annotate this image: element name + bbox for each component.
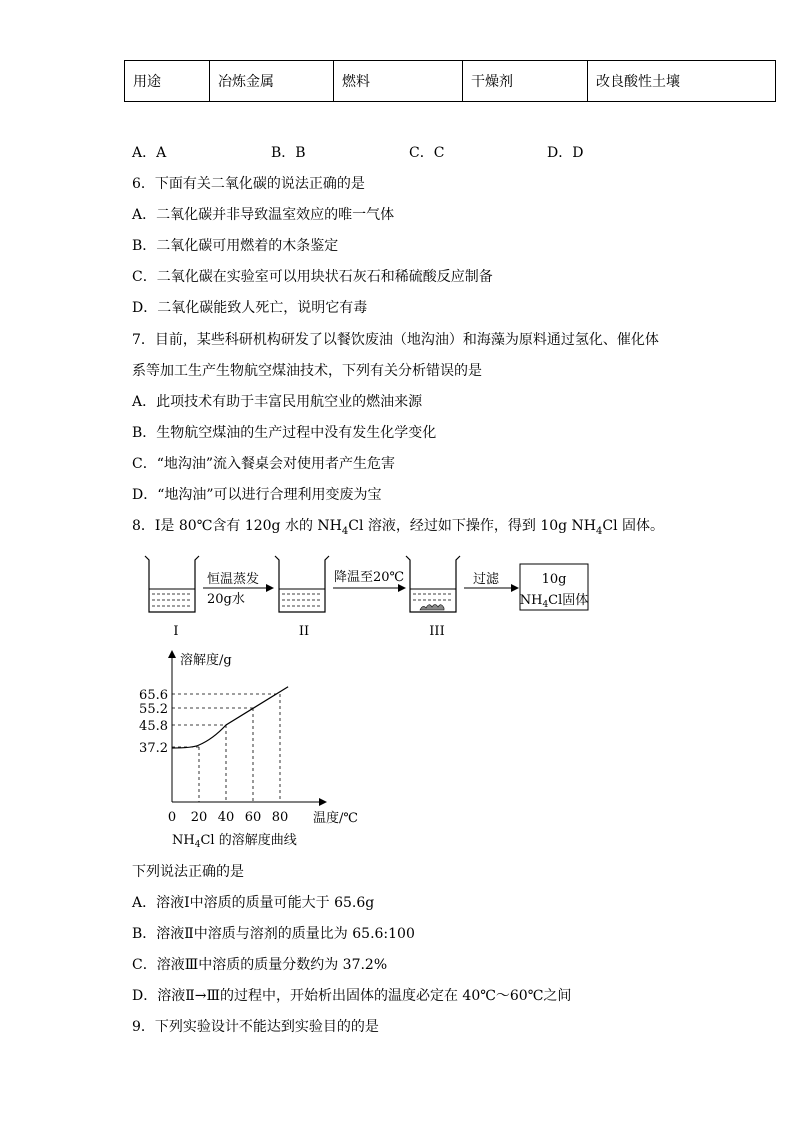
step1-top-label: 恒温蒸发 [207, 572, 260, 587]
chart-caption-post: Cl 的溶解度曲线 [200, 833, 297, 848]
beaker-iii [406, 556, 460, 612]
solubility-chart [132, 645, 372, 855]
usage-table [124, 60, 776, 102]
q8-stem-post: Cl 固体。 [602, 518, 665, 534]
process-flow-diagram [140, 550, 600, 645]
q8-stem-sub1: 4 [341, 525, 349, 537]
x-tick-label: 60 [244, 810, 262, 825]
beaker-label-iii: III [429, 624, 445, 639]
beaker-label-ii: II [298, 624, 310, 639]
table-cell: 用途 [125, 61, 210, 102]
step1-bottom-label: 20g水 [207, 592, 245, 607]
x-tick-label: 0 [167, 810, 177, 825]
q7-stem-line1: 7．目前，某些科研机构研发了以餐饮废油（地沟油）和海藻为原料通过氢化、催化体 [132, 332, 659, 348]
q7-option-b: B．生物航空煤油的生产过程中没有发生化学变化 [132, 425, 437, 441]
y-tick-label: 65.6 [139, 688, 168, 703]
step2-label: 降温至20℃ [334, 570, 405, 585]
chart-caption [172, 832, 297, 850]
beaker-i [145, 556, 199, 612]
q6-option-c: C．二氧化碳在实验室可以用块状石灰石和稀硫酸反应制备 [132, 269, 493, 285]
q8-option-b: B．溶液Ⅱ中溶质与溶剂的质量比为 65.6:100 [132, 926, 415, 942]
q5-option-c: C．C [409, 145, 445, 161]
q7-stem-line2: 系等加工生产生物航空煤油技术，下列有关分析错误的是 [132, 363, 482, 379]
result-bottom-label [520, 592, 589, 610]
beaker-label-i: I [173, 624, 179, 639]
q5-option-b: B．B [271, 145, 306, 161]
q8-option-c: C．溶液Ⅲ中溶质的质量分数约为 37.2% [132, 957, 388, 973]
q7-option-d: D．“地沟油”可以进行合理利用变废为宝 [132, 487, 382, 503]
chart-caption-pre: NH [172, 833, 195, 848]
result-bottom-pre: NH [519, 593, 543, 608]
x-tick-label: 20 [190, 810, 208, 825]
y-tick-label: 55.2 [139, 702, 168, 717]
result-bottom-post: Cl固体 [548, 593, 589, 608]
chart-caption-sub: 4 [194, 840, 201, 850]
q8-option-a: A．溶液Ⅰ中溶质的质量可能大于 65.6g [132, 895, 375, 911]
q8-stem-sub2: 4 [596, 525, 603, 537]
table-cell: 干燥剂 [463, 61, 588, 102]
q8-option-d: D．溶液Ⅱ→Ⅲ的过程中，开始析出固体的温度必定在 40℃～60℃之间 [132, 988, 572, 1004]
q6-option-d: D．二氧化碳能致人死亡，说明它有毒 [132, 300, 368, 316]
x-tick-label: 80 [271, 810, 289, 825]
q6-option-a: A．二氧化碳并非导致温室效应的唯一气体 [132, 207, 395, 223]
result-top-label: 10g [541, 572, 567, 587]
q7-option-a: A．此项技术有助于丰富民用航空业的燃油来源 [132, 394, 423, 410]
q8-stem-mid: Cl 溶液，经过如下操作，得到 10g NH [348, 518, 597, 534]
solubility-curve [172, 687, 288, 748]
y-axis-label: 溶解度/g [180, 653, 232, 668]
table-cell: 冶炼金属 [210, 61, 334, 102]
beaker-ii [275, 556, 329, 612]
x-tick-label: 40 [217, 810, 235, 825]
y-tick-label: 37.2 [139, 741, 168, 756]
q5-option-a: A．A [132, 145, 167, 161]
q8-stem [132, 515, 664, 537]
q6-option-b: B．二氧化碳可用燃着的木条鉴定 [132, 238, 339, 254]
q5-option-d: D．D [547, 145, 584, 161]
table-row [125, 61, 776, 102]
q8-question: 下列说法正确的是 [132, 864, 244, 880]
table-cell: 燃料 [334, 61, 463, 102]
result-bottom-sub: 4 [542, 600, 549, 610]
q7-option-c: C．“地沟油”流入餐桌会对使用者产生危害 [132, 456, 396, 472]
table-cell: 改良酸性土壤 [588, 61, 776, 102]
q9-stem: 9．下列实验设计不能达到实验目的的是 [132, 1019, 379, 1035]
step3-label: 过滤 [473, 572, 500, 587]
y-tick-label: 45.8 [139, 719, 168, 734]
q8-stem-pre: 8．Ⅰ是 80℃含有 120g 水的 NH [132, 518, 342, 534]
q6-stem: 6．下面有关二氧化碳的说法正确的是 [132, 176, 365, 192]
x-axis-label: 温度/℃ [313, 811, 358, 826]
